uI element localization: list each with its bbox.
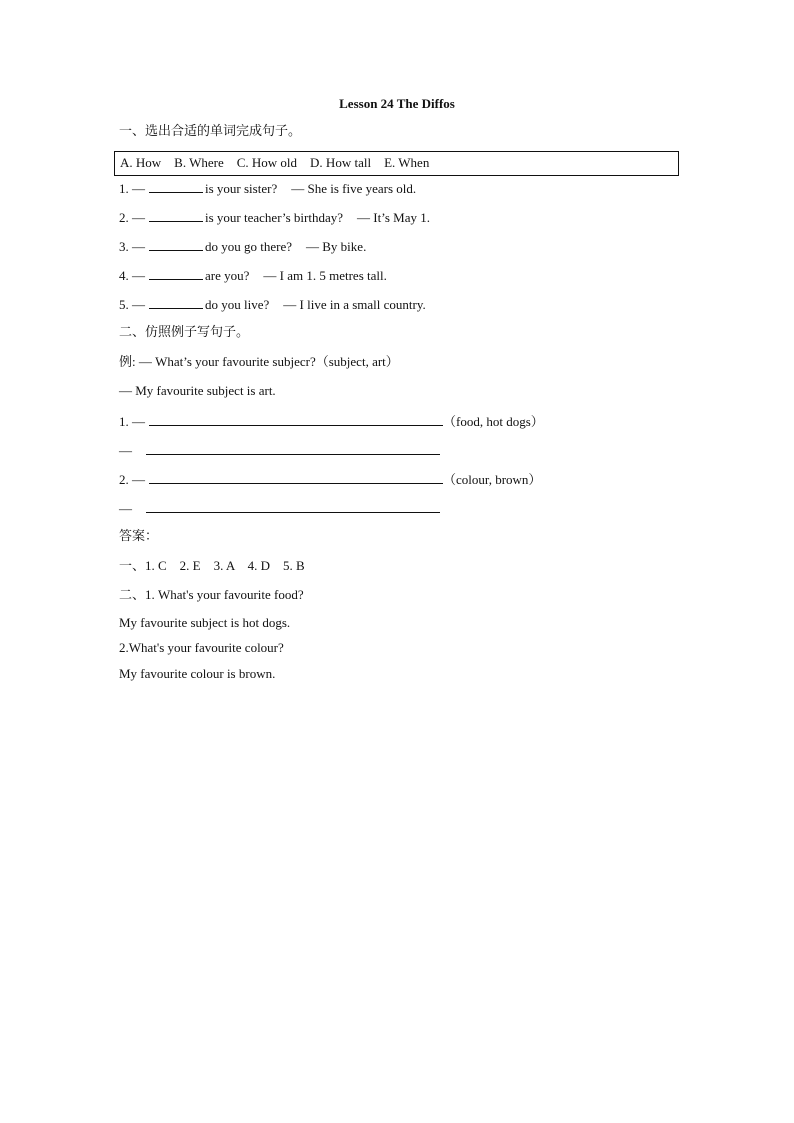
question-text: do you live? [205, 297, 270, 312]
reply-dash: — [119, 443, 132, 458]
writing-blank[interactable] [149, 471, 443, 484]
exercise-2-question [119, 471, 541, 488]
answers-part2-a1: My favourite subject is hot dogs. [119, 615, 291, 630]
question-reply: — I am 1. 5 metres tall. [263, 268, 387, 283]
answers-part2-a2: My favourite colour is brown. [119, 666, 276, 681]
answers-part1: 一、1. C 2. E 3. A 4. D 5. B [119, 558, 305, 573]
question-reply: — She is five years old. [291, 181, 417, 196]
question-3 [119, 238, 366, 255]
exercise-number: 2. — [119, 472, 145, 487]
answers-part2-q1: 二、1. What's your favourite food? [119, 587, 304, 602]
question-5 [119, 296, 426, 313]
example-answer: — My favourite subject is art. [119, 383, 276, 398]
question-number: 1. — [119, 181, 145, 196]
page-title: Lesson 24 The Diffos [339, 96, 455, 111]
question-number: 3. — [119, 239, 145, 254]
exercise-number: 1. — [119, 414, 145, 429]
answers-heading: 答案： [119, 529, 159, 544]
exercise-1-question [119, 413, 544, 430]
options-list: A. How B. Where C. How old D. How tall E. When [120, 155, 430, 170]
question-reply: — I live in a small country. [283, 297, 426, 312]
answer-blank[interactable] [149, 238, 203, 251]
exercise-hint: （colour, brown） [443, 472, 542, 487]
reply-dash: — [119, 501, 132, 516]
question-reply: — By bike. [306, 239, 367, 254]
question-number: 5. — [119, 297, 145, 312]
answer-blank[interactable] [149, 296, 203, 309]
options-box [114, 151, 679, 176]
writing-blank[interactable] [146, 442, 440, 455]
writing-blank[interactable] [149, 413, 443, 426]
question-text: is your sister? [205, 181, 278, 196]
answer-blank[interactable] [149, 209, 203, 222]
section1-heading: 一、选出合适的单词完成句子。 [119, 124, 302, 139]
exercise-hint: （food, hot dogs） [443, 414, 544, 429]
writing-blank[interactable] [146, 500, 440, 513]
example-question: 例: — What’s your favourite subjecr?（subject, art） [119, 354, 399, 369]
answers-part2-q2: 2.What's your favourite colour? [119, 640, 284, 655]
exercise-2-reply [119, 500, 440, 517]
question-4 [119, 267, 387, 284]
question-text: are you? [205, 268, 250, 283]
question-2 [119, 209, 430, 226]
question-text: do you go there? [205, 239, 293, 254]
section2-heading: 二、仿照例子写句子。 [119, 325, 250, 340]
question-number: 4. — [119, 268, 145, 283]
answer-blank[interactable] [149, 180, 203, 193]
question-reply: — It’s May 1. [357, 210, 430, 225]
question-text: is your teacher’s birthday? [205, 210, 344, 225]
answer-blank[interactable] [149, 267, 203, 280]
exercise-1-reply [119, 442, 440, 459]
question-1 [119, 180, 416, 197]
question-number: 2. — [119, 210, 145, 225]
